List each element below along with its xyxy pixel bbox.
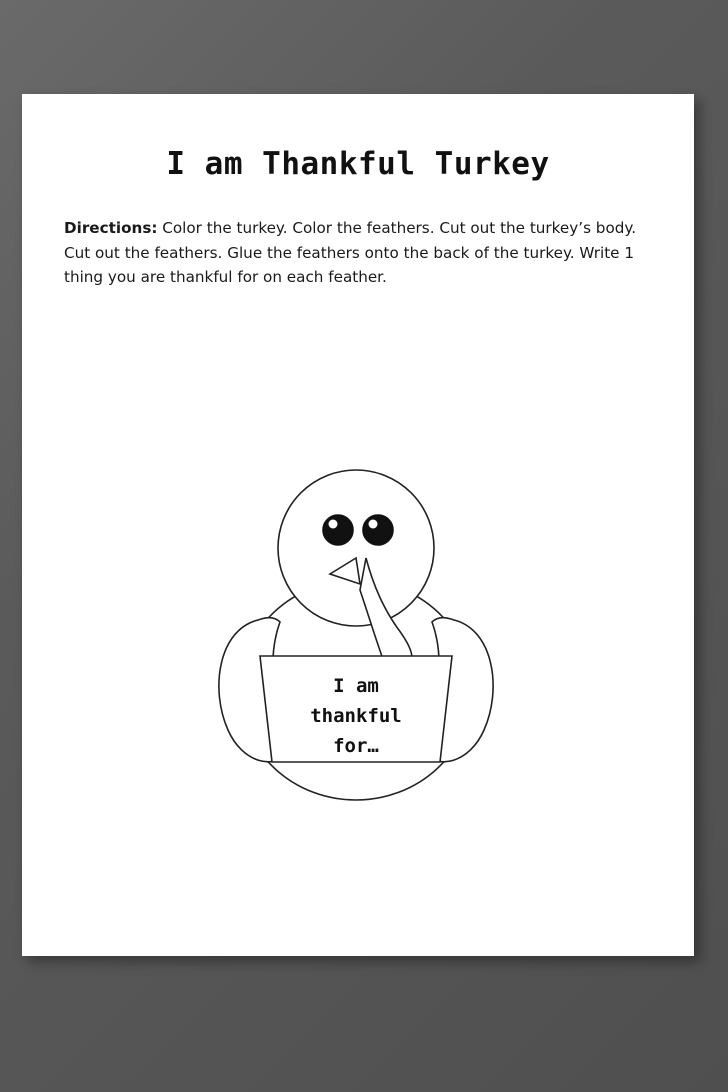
turkey-illustration: [22, 450, 694, 870]
directions-body: Color the turkey. Color the feathers. Cut out the turkey’s body. Cut out the feathers. Glue the feathers onto the back of the turkey. Write 1 thing you are thankful for on each feather.: [64, 219, 637, 287]
worksheet-page: [22, 94, 694, 956]
left-eye: [323, 515, 353, 545]
turkey-head: [278, 470, 434, 626]
left-eye-highlight: [329, 520, 338, 529]
right-eye-highlight: [369, 520, 378, 529]
page-title: I am Thankful Turkey: [166, 146, 550, 182]
directions-label: Directions:: [64, 219, 158, 237]
right-eye: [363, 515, 393, 545]
turkey-svg: [188, 450, 528, 850]
banner-line-3: for…: [333, 735, 379, 757]
directions-paragraph: [64, 216, 654, 290]
banner-line-1: I am: [333, 675, 379, 697]
banner-line-2: thankful: [310, 705, 402, 727]
